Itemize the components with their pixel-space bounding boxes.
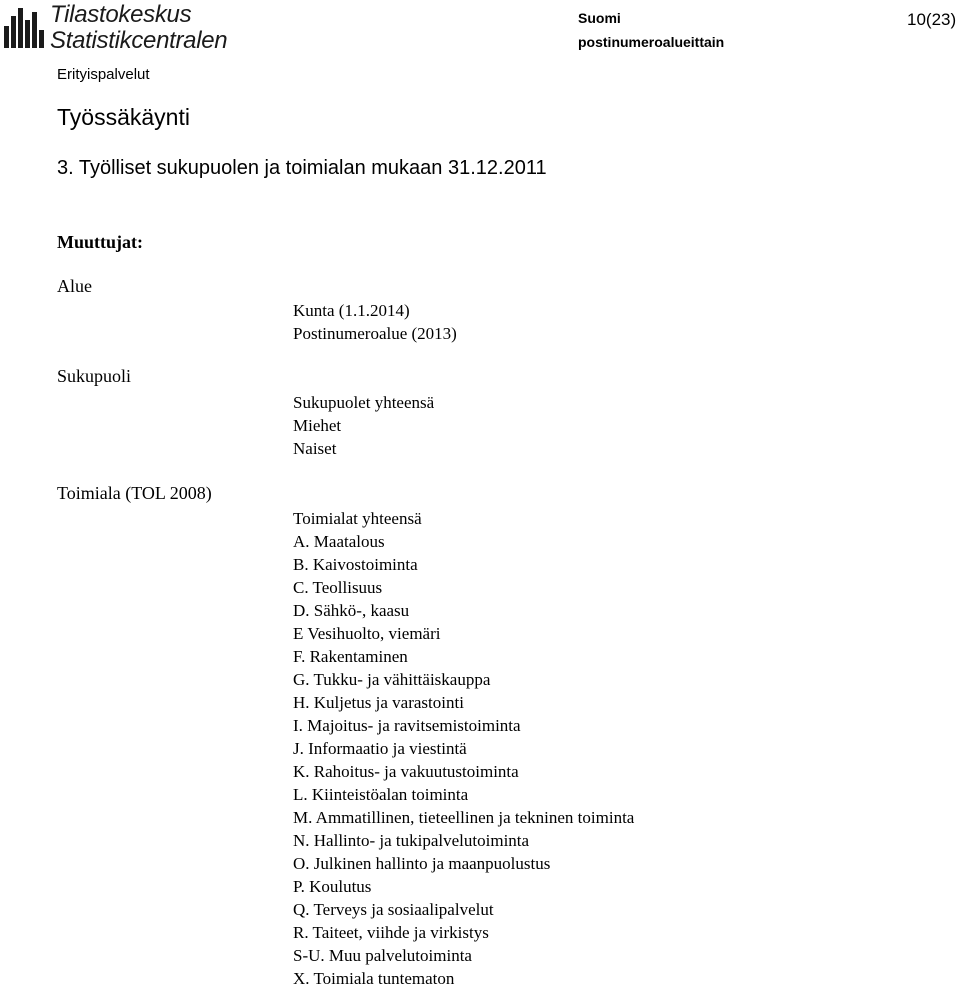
variable-value: R. Taiteet, viihde ja virkistys: [293, 923, 489, 942]
variable-values-industry: [293, 507, 634, 990]
variable-value: Q. Terveys ja sosiaalipalvelut: [293, 900, 494, 919]
variable-name-sex: Sukupuoli: [57, 366, 132, 386]
variable-value: Postinumeroalue (2013): [293, 324, 457, 343]
page-number: 10(23): [907, 10, 957, 29]
variable-values-region: [293, 299, 457, 345]
variable-value: X. Toimiala tuntematon: [293, 969, 455, 988]
table-subtitle: 3. Työlliset sukupuolen ja toimialan mukaan 31.12.2011: [57, 157, 547, 179]
variable-value: G. Tukku- ja vähittäiskauppa: [293, 670, 491, 689]
variable-value: Naiset: [293, 439, 337, 458]
variable-value: O. Julkinen hallinto ja maanpuolustus: [293, 854, 551, 873]
variable-value: Kunta (1.1.2014): [293, 301, 410, 320]
variable-value: C. Teollisuus: [293, 578, 383, 597]
variable-value: F. Rakentaminen: [293, 647, 408, 666]
variable-value: N. Hallinto- ja tukipalvelutoiminta: [293, 831, 530, 850]
variable-value: E Vesihuolto, viemäri: [293, 624, 441, 643]
page-title: Työssäkäynti: [57, 104, 190, 130]
variable-value: I. Majoitus- ja ravitsemistoiminta: [293, 716, 521, 735]
logo-line-swedish: Statistikcentralen: [50, 27, 228, 54]
variable-value: Miehet: [293, 416, 342, 435]
language-label: Suomi: [578, 10, 621, 26]
logo-line-finnish: Tilastokeskus: [50, 1, 192, 28]
service-label: Erityispalvelut: [57, 66, 150, 83]
variable-value: J. Informaatio ja viestintä: [293, 739, 467, 758]
variable-name-region: Alue: [57, 276, 92, 296]
variable-value: P. Koulutus: [293, 877, 372, 896]
variable-value: S-U. Muu palvelutoiminta: [293, 946, 472, 965]
product-label: postinumeroalueittain: [578, 34, 725, 50]
variable-value: M. Ammatillinen, tieteellinen ja tekninen toiminta: [293, 808, 635, 827]
statistics-finland-logo: [0, 2, 250, 54]
variable-value: Toimialat yhteensä: [293, 509, 422, 528]
variable-name-industry: Toimiala (TOL 2008): [57, 483, 212, 503]
variables-heading: Muuttujat:: [57, 232, 143, 252]
variable-value: H. Kuljetus ja varastointi: [293, 693, 464, 712]
variable-value: B. Kaivostoiminta: [293, 555, 418, 574]
logo-wordmark: [50, 2, 227, 54]
logo-bars-icon: [2, 4, 48, 52]
variable-values-sex: [293, 391, 434, 460]
variable-value: A. Maatalous: [293, 532, 385, 551]
variable-value: Sukupuolet yhteensä: [293, 393, 435, 412]
variable-value: D. Sähkö-, kaasu: [293, 601, 410, 620]
variable-value: K. Rahoitus- ja vakuutustoiminta: [293, 762, 519, 781]
variable-value: L. Kiinteistöalan toiminta: [293, 785, 469, 804]
